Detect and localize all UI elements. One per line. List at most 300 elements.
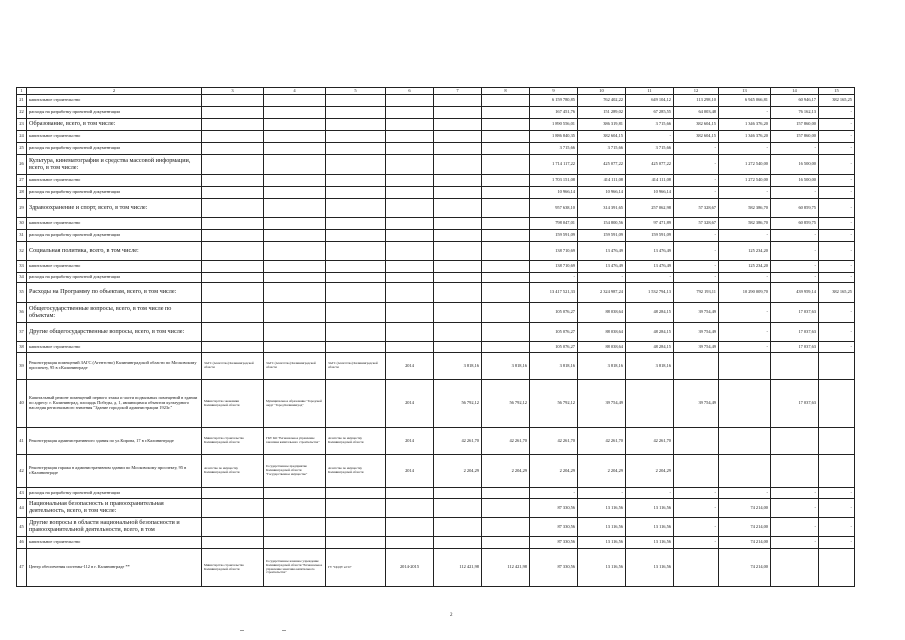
table-cell: Государственное предприятие Калининградской области "Государственное имущество": [264, 455, 326, 488]
table-cell: 1 886 840,35: [530, 131, 578, 143]
table-cell: [202, 218, 264, 230]
table-cell: [434, 261, 482, 273]
table-cell: [434, 323, 482, 342]
table-cell: [326, 95, 386, 107]
table-cell: [482, 95, 530, 107]
table-cell: 3 715,66: [626, 119, 674, 131]
table-cell: [326, 342, 386, 353]
table-cell: капитальное строительство: [27, 175, 202, 187]
table-cell: 414 111,08: [626, 175, 674, 187]
table-cell: 425 077,22: [578, 155, 626, 175]
table-cell: 138 710,69: [530, 261, 578, 273]
table-cell: -: [819, 199, 855, 218]
column-header: 2: [27, 88, 202, 95]
table-cell: 87 330,56: [530, 518, 578, 537]
table-cell: [386, 143, 434, 155]
table-cell: [674, 549, 719, 587]
table-row: [17, 273, 855, 283]
table-cell: 10 966,14: [578, 187, 626, 199]
table-cell: [326, 537, 386, 549]
table-cell: 41: [17, 428, 27, 455]
table-cell: -: [719, 273, 771, 283]
table-cell: [202, 119, 264, 131]
table-cell: 382 165,25: [819, 95, 855, 107]
table-cell: Образование, всего, в том числе:: [27, 119, 202, 131]
table-cell: 38: [17, 342, 27, 353]
table-cell: [202, 107, 264, 119]
table-cell: 67 285,55: [626, 107, 674, 119]
table-cell: [482, 518, 530, 537]
table-cell: 582 386,70: [719, 218, 771, 230]
table-cell: 13 116,56: [626, 549, 674, 587]
table-cell: -: [819, 518, 855, 537]
table-cell: 87 330,56: [530, 549, 578, 587]
table-row: [17, 119, 855, 131]
table-cell: [434, 230, 482, 242]
table-cell: 56 792,12: [434, 380, 482, 428]
table-cell: капитальное строительство: [27, 95, 202, 107]
table-cell: Социальная политика, всего, в том числе:: [27, 242, 202, 261]
table-cell: [434, 131, 482, 143]
table-cell: -: [674, 175, 719, 187]
table-cell: [326, 283, 386, 303]
table-cell: расходы на разработку проектной документации: [27, 488, 202, 499]
table-cell: капитальное строительство: [27, 131, 202, 143]
table-cell: [326, 107, 386, 119]
table-cell: 3 818,16: [578, 353, 626, 380]
table-cell: [482, 155, 530, 175]
table-cell: 97 471,89: [626, 218, 674, 230]
table-cell: [434, 155, 482, 175]
table-cell: Муниципальное образование "Городской округ "Город Калининград": [264, 380, 326, 428]
table-cell: расходы на разработку проектной документации: [27, 107, 202, 119]
table-cell: -: [819, 218, 855, 230]
table-cell: [386, 218, 434, 230]
table-cell: 57 328,67: [674, 218, 719, 230]
table-cell: 48 284,15: [626, 303, 674, 323]
table-cell: капитальное строительство: [27, 342, 202, 353]
table-cell: 30: [17, 218, 27, 230]
table-cell: [482, 107, 530, 119]
table-cell: 159 591,09: [578, 230, 626, 242]
table-cell: Агентство по имуществу Калининградской области: [326, 428, 386, 455]
table-cell: -: [771, 230, 819, 242]
table-cell: [264, 155, 326, 175]
table-cell: ЗАГС (Агентство) Калининградской области: [264, 353, 326, 380]
table-cell: [434, 175, 482, 187]
table-cell: -: [819, 488, 855, 499]
table-cell: [264, 131, 326, 143]
table-cell: [264, 107, 326, 119]
table-cell: [386, 342, 434, 353]
table-cell: 314 391,65: [578, 199, 626, 218]
table-cell: [386, 323, 434, 342]
table-cell: 40: [17, 380, 27, 428]
table-cell: 13 116,56: [578, 499, 626, 518]
table-cell: [326, 218, 386, 230]
table-cell: 2014-2015: [386, 549, 434, 587]
table-cell: [674, 353, 719, 380]
table-cell: [386, 499, 434, 518]
table-cell: [819, 455, 855, 488]
table-cell: -: [819, 187, 855, 199]
table-cell: 105 076,27: [530, 303, 578, 323]
table-cell: [434, 518, 482, 537]
table-cell: 157 860,00: [771, 131, 819, 143]
column-header: 7: [434, 88, 482, 95]
table-cell: [202, 175, 264, 187]
table-cell: 1 890 556,01: [530, 119, 578, 131]
table-cell: [202, 187, 264, 199]
table-cell: 57 328,67: [674, 199, 719, 218]
table-cell: 56 792,12: [482, 380, 530, 428]
table-cell: [326, 242, 386, 261]
table-cell: Общегосударственные вопросы, всего, в том числе по объектам:: [27, 303, 202, 323]
table-cell: Министерство экономики Калининградской области: [202, 380, 264, 428]
table-cell: -: [819, 261, 855, 273]
table-cell: 3 715,66: [626, 143, 674, 155]
column-header: 4: [264, 88, 326, 95]
table-cell: Министерство строительства Калининградской области: [202, 549, 264, 587]
table-cell: [674, 455, 719, 488]
table-cell: [264, 199, 326, 218]
table-cell: 3 818,16: [482, 353, 530, 380]
table-row: [17, 499, 855, 518]
table-cell: 112 421,98: [482, 549, 530, 587]
table-cell: 105 076,27: [530, 323, 578, 342]
table-cell: [202, 537, 264, 549]
table-cell: [719, 353, 771, 380]
table-cell: [434, 273, 482, 283]
table-cell: -: [771, 273, 819, 283]
table-cell: 17 037,63: [771, 380, 819, 428]
table-cell: 74 214,00: [719, 549, 771, 587]
table-cell: 26: [17, 155, 27, 175]
table-cell: [326, 119, 386, 131]
table-cell: 39 754,49: [674, 342, 719, 353]
table-row: [17, 518, 855, 537]
table-cell: 87 330,56: [530, 499, 578, 518]
table-row: [17, 380, 855, 428]
table-cell: [326, 303, 386, 323]
table-row: [17, 323, 855, 342]
table-cell: 1 346 376,20: [719, 131, 771, 143]
table-cell: [819, 380, 855, 428]
table-cell: [264, 175, 326, 187]
page-number: 2: [450, 613, 453, 618]
table-cell: [326, 499, 386, 518]
table-cell: ЗАГС (Агентство) Калининградской области: [326, 353, 386, 380]
table-cell: Национальная безопасность и правоохранительная деятельность, всего, в том числе:: [27, 499, 202, 518]
table-cell: 21: [17, 95, 27, 107]
table-cell: 13 116,56: [626, 537, 674, 549]
table-cell: 2014: [386, 353, 434, 380]
table-cell: [482, 175, 530, 187]
table-cell: 10 290 009,70: [719, 283, 771, 303]
table-cell: [819, 549, 855, 587]
table-cell: -: [771, 499, 819, 518]
table-cell: -: [626, 273, 674, 283]
table-cell: [202, 283, 264, 303]
table-cell: [482, 230, 530, 242]
table-cell: [434, 95, 482, 107]
table-cell: [264, 499, 326, 518]
table-cell: Государственное казенное учреждение Калининградской области "Региональное управление заказчика капитального строительства": [264, 549, 326, 587]
table-cell: [386, 187, 434, 199]
column-header: 6: [386, 88, 434, 95]
table-cell: [386, 119, 434, 131]
table-cell: [386, 273, 434, 283]
table-cell: [434, 303, 482, 323]
table-cell: 1 346 376,20: [719, 119, 771, 131]
table-cell: [771, 549, 819, 587]
table-cell: [264, 283, 326, 303]
table-cell: [202, 242, 264, 261]
table-cell: 45: [17, 518, 27, 537]
column-header: 3: [202, 88, 264, 95]
table-cell: расходы на разработку проектной документации: [27, 230, 202, 242]
table-cell: 13 116,56: [626, 518, 674, 537]
table-row: [17, 199, 855, 218]
table-cell: [482, 273, 530, 283]
table-cell: 74 214,00: [719, 499, 771, 518]
table-cell: -: [719, 342, 771, 353]
table-cell: [386, 488, 434, 499]
table-cell: 46: [17, 537, 27, 549]
table-cell: 582 386,70: [719, 199, 771, 218]
table-cell: Другие вопросы в области национальной безопасности и правоохранительной деятельности, всего, в том: [27, 518, 202, 537]
table-cell: 154 800,56: [578, 218, 626, 230]
table-cell: 159 591,09: [626, 230, 674, 242]
table-cell: -: [674, 518, 719, 537]
table-cell: -: [819, 155, 855, 175]
table-cell: [264, 230, 326, 242]
table-cell: [202, 131, 264, 143]
table-cell: -: [719, 323, 771, 342]
table-cell: 13 116,56: [578, 537, 626, 549]
table-cell: 23: [17, 119, 27, 131]
table-cell: [482, 131, 530, 143]
table-cell: [326, 273, 386, 283]
table-cell: 3 818,16: [626, 353, 674, 380]
table-row: [17, 342, 855, 353]
table-row: [17, 155, 855, 175]
table-cell: 33: [17, 261, 27, 273]
table-cell: [202, 230, 264, 242]
table-cell: -: [771, 488, 819, 499]
table-cell: 13 116,56: [626, 499, 674, 518]
table-cell: [326, 175, 386, 187]
table-cell: 34: [17, 273, 27, 283]
table-cell: 42 261,70: [482, 428, 530, 455]
table-cell: 47: [17, 549, 27, 587]
table-cell: 1 714 117,22: [530, 155, 578, 175]
table-cell: 17 037,63: [771, 323, 819, 342]
table-cell: 6 945 066,81: [719, 95, 771, 107]
table-cell: 762 402,22: [578, 95, 626, 107]
table-cell: [386, 518, 434, 537]
table-cell: [202, 518, 264, 537]
table-cell: 257 062,98: [626, 199, 674, 218]
table-cell: [386, 230, 434, 242]
table-cell: Агентство по имуществу Калининградской области: [202, 455, 264, 488]
table-cell: -: [674, 261, 719, 273]
table-cell: 13 417 521,33: [530, 283, 578, 303]
table-cell: 113 298,10: [674, 95, 719, 107]
table-cell: [264, 518, 326, 537]
table-cell: 13 476,49: [626, 261, 674, 273]
table-cell: [386, 537, 434, 549]
column-header: 13: [719, 88, 771, 95]
table-cell: [202, 261, 264, 273]
table-cell: -: [819, 230, 855, 242]
table-cell: [202, 303, 264, 323]
table-cell: [264, 242, 326, 261]
table-cell: [434, 283, 482, 303]
table-cell: [434, 187, 482, 199]
table-row: [17, 455, 855, 488]
table-cell: Другие общегосударственные вопросы, всего, в том числе:: [27, 323, 202, 342]
table-cell: 76 162,13: [771, 107, 819, 119]
table-cell: 16 500,00: [771, 155, 819, 175]
table-cell: -: [819, 537, 855, 549]
table-cell: [434, 107, 482, 119]
table-cell: [434, 119, 482, 131]
column-header: 10: [578, 88, 626, 95]
table-cell: [482, 488, 530, 499]
table-cell: 2 204,29: [530, 455, 578, 488]
table-row: [17, 131, 855, 143]
table-row: [17, 261, 855, 273]
table-cell: 425 077,22: [626, 155, 674, 175]
table-row: [17, 488, 855, 499]
table-cell: Реконструкция помещений ЗАГС (Агентство) Калининградской области по Московскому проспекту, 95 в г.Калининграде: [27, 353, 202, 380]
table-cell: Центр обеспечения системы-112 в г. Калининграде **: [27, 549, 202, 587]
table-row: [17, 143, 855, 155]
table-cell: 1 703 151,08: [530, 175, 578, 187]
table-cell: 37: [17, 323, 27, 342]
table-cell: [819, 353, 855, 380]
table-cell: 39 754,49: [578, 380, 626, 428]
table-cell: 3 715,66: [578, 143, 626, 155]
table-cell: -: [819, 499, 855, 518]
table-cell: -: [771, 242, 819, 261]
table-cell: [386, 107, 434, 119]
table-cell: 10 966,14: [530, 187, 578, 199]
table-cell: расходы на разработку проектной документации: [27, 273, 202, 283]
table-cell: [264, 342, 326, 353]
table-cell: 10 966,14: [626, 187, 674, 199]
table-cell: 17 037,63: [771, 342, 819, 353]
table-cell: 167 451,76: [530, 107, 578, 119]
table-cell: 88 038,64: [578, 303, 626, 323]
column-header: 8: [482, 88, 530, 95]
table-cell: Реконструкция административного здания по ул.Кирова, 17 в г.Калининграде: [27, 428, 202, 455]
table-cell: 56 792,12: [530, 380, 578, 428]
table-cell: [326, 187, 386, 199]
table-cell: 125 234,20: [719, 261, 771, 273]
table-cell: капитальное строительство: [27, 537, 202, 549]
table-cell: 36: [17, 303, 27, 323]
table-cell: 3 818,16: [434, 353, 482, 380]
table-cell: [264, 187, 326, 199]
table-cell: 39 754,49: [674, 303, 719, 323]
table-row: [17, 549, 855, 587]
table-cell: 29: [17, 199, 27, 218]
table-cell: 60 859,75: [771, 199, 819, 218]
table-cell: [386, 155, 434, 175]
table-cell: 42 261,70: [530, 428, 578, 455]
scan-mark: [282, 630, 286, 631]
table-cell: [434, 342, 482, 353]
table-cell: 39 754,49: [674, 323, 719, 342]
table-cell: [482, 342, 530, 353]
table-cell: 39 754,49: [674, 380, 719, 428]
table-cell: -: [719, 230, 771, 242]
table-cell: 25: [17, 143, 27, 155]
table-cell: 42 261,70: [434, 428, 482, 455]
table-cell: 17 037,63: [771, 303, 819, 323]
table-cell: [264, 95, 326, 107]
table-cell: 35: [17, 283, 27, 303]
table-cell: 1 272 540,00: [719, 175, 771, 187]
table-cell: -: [719, 303, 771, 323]
table-cell: 2014: [386, 455, 434, 488]
table-cell: 3 818,16: [530, 353, 578, 380]
table-cell: [386, 283, 434, 303]
table-cell: 2 204,29: [578, 455, 626, 488]
table-cell: 42 261,70: [626, 428, 674, 455]
table-cell: Капитальный ремонт помещений первого этажа и части подвальных помещений в здании по адресу: г. Калининград, площадь Победы, д. 1, являющимся объектом культурного наследия регионального значения "Здание городской администрации 1923г.": [27, 380, 202, 428]
table-cell: 112 421,98: [434, 549, 482, 587]
table-cell: 105 076,27: [530, 342, 578, 353]
table-cell: -: [719, 143, 771, 155]
table-cell: [482, 323, 530, 342]
table-cell: 13 116,56: [578, 518, 626, 537]
table-cell: [326, 230, 386, 242]
table-cell: 792 193,11: [674, 283, 719, 303]
table-cell: -: [719, 107, 771, 119]
table-cell: [386, 199, 434, 218]
table-header-row: [17, 88, 855, 95]
table-cell: -: [819, 131, 855, 143]
table-cell: 60 946,17: [771, 95, 819, 107]
table-cell: 13 116,56: [578, 549, 626, 587]
table-cell: [386, 131, 434, 143]
table-cell: [482, 283, 530, 303]
table-row: [17, 303, 855, 323]
table-cell: [819, 428, 855, 455]
table-cell: 32: [17, 242, 27, 261]
table-cell: [434, 537, 482, 549]
table-cell: 24: [17, 131, 27, 143]
table-cell: -: [674, 230, 719, 242]
table-cell: 44: [17, 499, 27, 518]
table-cell: 60 859,75: [771, 218, 819, 230]
column-header: 9: [530, 88, 578, 95]
table-cell: 798 047,01: [530, 218, 578, 230]
table-cell: -: [719, 187, 771, 199]
table-cell: 957 638,10: [530, 199, 578, 218]
table-cell: 42: [17, 455, 27, 488]
table-cell: [202, 95, 264, 107]
table-cell: -: [674, 537, 719, 549]
table-cell: 382 165,25: [819, 283, 855, 303]
table-cell: -: [819, 242, 855, 261]
table-cell: Здравоохранение и спорт, всего, в том числе:: [27, 199, 202, 218]
column-header: 5: [326, 88, 386, 95]
table-cell: -: [530, 488, 578, 499]
